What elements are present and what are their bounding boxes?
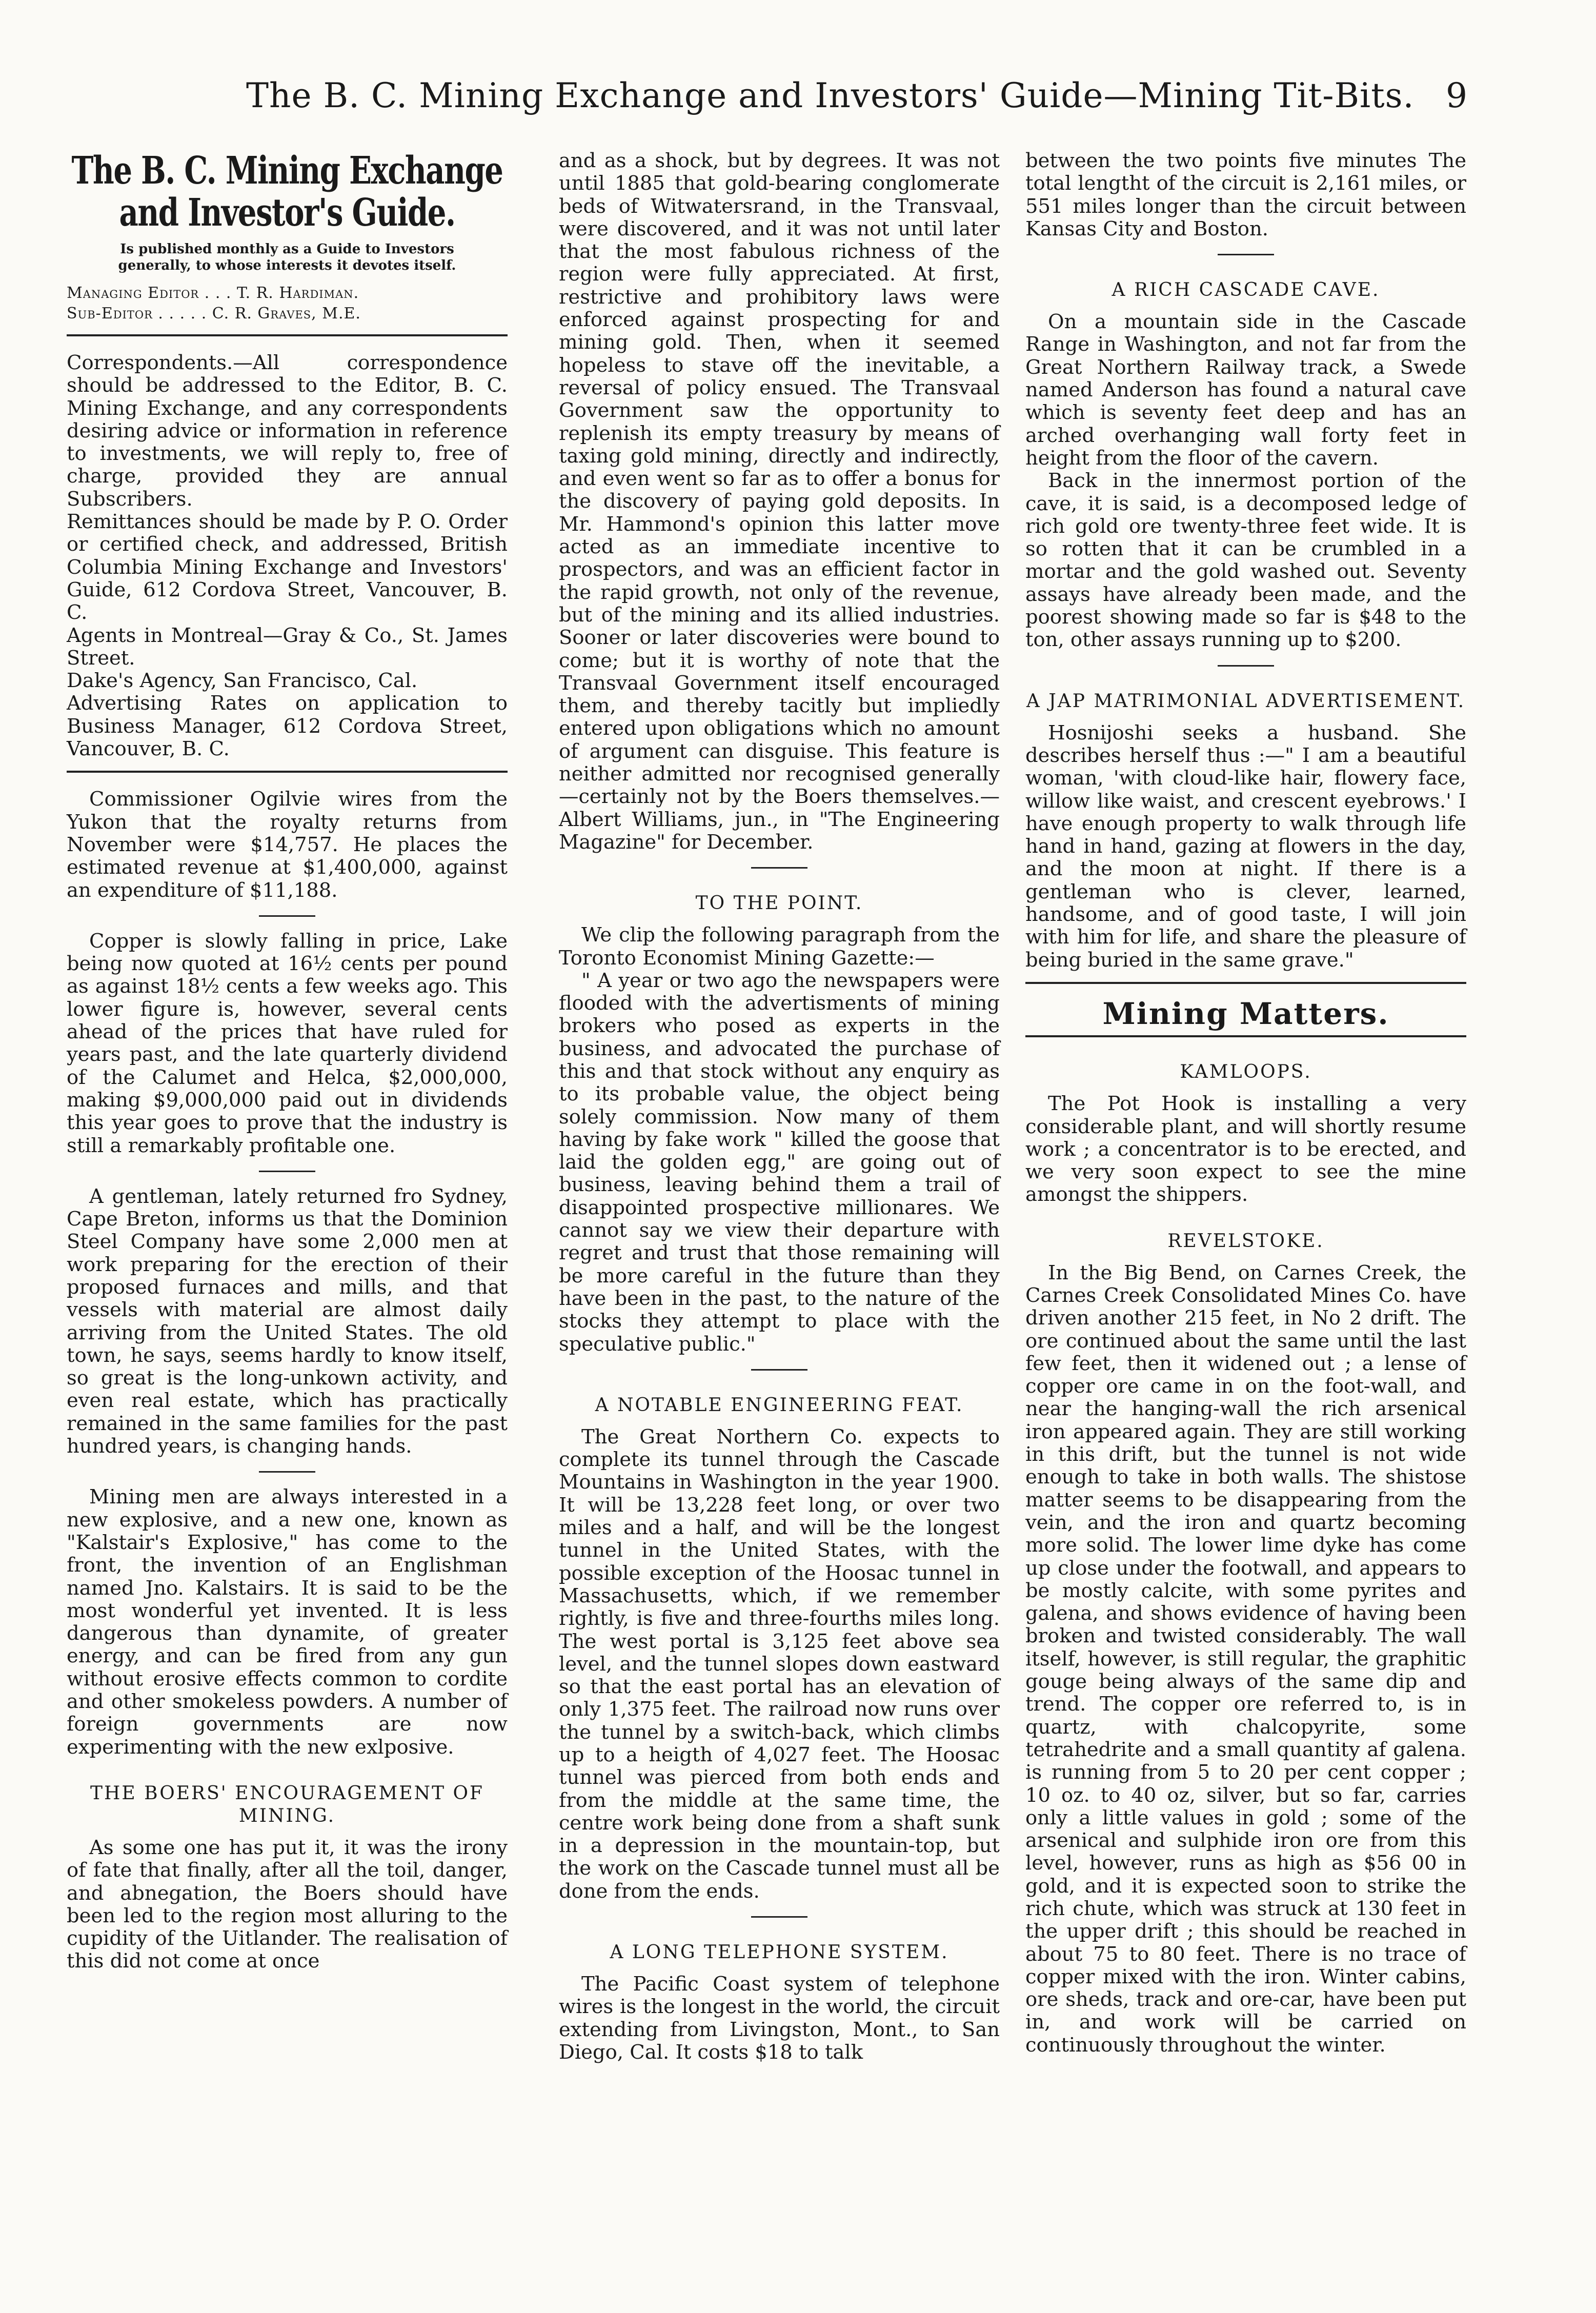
revelstoke-text: In the Big Bend, on Carnes Creek, the Carnes Creek Consolidated Mines Co. have driven another 215 feet, in No 2 drift. The ore continued about the same until the last few feet, then it widened out ; a lense of copper ore came in on the foot-wall, and near the hanging-wall the rich arsenical iron appeared again. They are still working in this drift, but the tunnel is not wide enough to take in both walls. The shistose matter seems to be disappearing from the vein, and the iron and quartz becoming more solid. The lower lime dyke has come up close under the footwall, and appears to be mostly calcite, with some pyrites and galena, and shows evidence of having been broken and twisted considerably. The wall itself, however, is still regular, the graphitic gouge being always of the same dip and trend. The copper ore referred to, is in quartz, with chalcopyrite, some tetrahedrite and a small quantity af galena. is running from 5 to 20 per cent copper ; 10 oz. to 40 oz, silver, but so far, carries only a little values in gold ; some of the arsenical and sulphide iron ore from this level, however, runs as high as $56 00 in gold, and it is expected soon to strike the rich chute, which was struck at 130 feet in the upper drift ; this should be reached in about 75 to 80 feet. There is no trace of copper mixed with the iron. Winter cabins, ore sheds, track and ore-car, have been put in, and work will be carried on continuously throughout the winter. <box>1025 1261 1466 2057</box>
engineering-feat-text: The Great Northern Co. expects to complete its tunnel through the Cascade Mountains in Washington in the year 1900. It will be 13,228 feet long, or over two miles and a half, and will be the longest tunnel in the United States, with the possible exception of the Hoosac tunnel in Massachusetts, which, if we remember rightly, is five and three-fourths miles long. The west portal is 3,125 feet above sea level, and the tunnel slopes down eastward so that the east portal has an elevation of only 1,375 feet. The railroad now runs over the tunnel by a switch-back, which climbs up to a heigth of 4,027 feet. The Hoosac tunnel was pierced from both ends and from the middle at the same time, the centre work being done from a shaft sunk in a depression in the mountain-top, but the work on the Cascade tunnel must all be done from the ends. <box>559 1425 1000 1903</box>
cascade-cave-paragraph-2: Back in the innermost portion of the cave, it is said, is a decomposed ledge of rich gold ore twenty-three feet wide. It is so rotten that it can be crumbled in a mortar and the gold washed out. Seventy assays have already been made, and the poorest showing made so far is $48 to the ton, other assays running up to $200. <box>1025 469 1466 652</box>
to-the-point-intro: We clip the following paragraph from the Toronto Economist Mining Gazette:— <box>559 923 1000 970</box>
section-rule <box>1025 1035 1466 1037</box>
to-the-point-heading: TO THE POINT. <box>695 893 863 914</box>
column-1 <box>67 150 508 1973</box>
notices-rule <box>67 771 508 773</box>
kamloops-heading: KAMLOOPS. <box>1180 1061 1312 1083</box>
masthead-title: The B. C. Mining Exchange and Investor's Guide. <box>71 149 503 235</box>
separator-rule <box>751 1916 807 1918</box>
column-3 <box>1025 150 1466 2057</box>
separator-rule <box>259 1171 315 1172</box>
boers-heading: THE BOERS' ENCOURAGEMENT OF MINING. <box>90 1782 484 1826</box>
jap-advertisement-text: Hosnijoshi seeks a husband. She describes herself thus :—" I am a beautiful woman, 'with cloud-like hair, flowery face, willow like waist, and crescent eyebrows.' I have enough property to walk through life hand in hand, gazing at flowers in the day, and the moon at night. If there is a gentleman who is clever, learned, handsome, and of good taste, I will join with him for life, and share the pleasure of being buried in the same grave." <box>1025 721 1466 972</box>
sydney-item: A gentleman, lately returned fro Sydney, Cape Breton, informs us that the Dominion Steel Company have some 2,000 men at work preparing for the erection of their proposed furnaces and mills, and that vessels with material are almost daily arriving from the United States. The old town, he says, seems hardly to know itself, so great is the long-unkown activity, and even real estate, which has practically remained in the same families for the past hundred years, is changing hands. <box>67 1184 508 1458</box>
separator-rule <box>259 915 315 917</box>
sub-editor: Sub-Editor . . . . . C. R. Graves, M.E. <box>67 305 361 323</box>
column-2 <box>559 150 1000 2064</box>
telephone-text-continued: between the two points five minutes The total lengtht of the circuit is 2,161 miles, or 551 miles longer than the circuit between Kansas City and Boston. <box>1025 149 1466 240</box>
section-rule <box>1025 982 1466 984</box>
yukon-item: Commissioner Ogilvie wires from the Yukon that the royalty returns from November were $14,757. He places the estimated revenue at $1,400,000, against an expenditure of $11,188. <box>67 788 508 902</box>
engineering-feat-heading: A NOTABLE ENGINEERING FEAT. <box>595 1394 964 1416</box>
separator-rule <box>1218 665 1274 667</box>
remittances-notice: Remittances should be made by P. O. Order or certified check, and addressed, British Columbia Mining Exchange and Investors' Guide, 612 Cordova Street, Vancouver, B. C. <box>67 510 508 625</box>
dake-agency-notice: Dake's Agency, San Francisco, Cal. <box>67 669 418 693</box>
page-number: 9 <box>1446 76 1467 115</box>
masthead-subtitle: Is published monthly as a Guide to Investors generally, to whose interests it devotes itself. <box>118 242 456 273</box>
revelstoke-heading: REVELSTOKE. <box>1167 1230 1324 1252</box>
separator-rule <box>751 1369 807 1371</box>
jap-advertisement-heading: A JAP MATRIMONIAL ADVERTISEMENT. <box>1026 690 1466 712</box>
explosive-item: Mining men are always interested in a new explosive, and a new one, known as "Kalstair's Explosive," has come to the front, the invention of an Englishman named Jno. Kalstairs. It is said to be the most wonderful yet invented. It is less dangerous than dynamite, of greater energy, and can be fired from any gun without erosive effects common to cordite and other smokeless powders. A number of foreign governments are now experimenting with the new exlposive. <box>67 1485 508 1759</box>
cascade-cave-paragraph-1: On a mountain side in the Cascade Range in Washington, and not far from the Great Northern Railway track, a Swede named Anderson has found a natural cave which is seventy feet deep and has an arched overhanging wall forty feet in height from the floor of the cavern. <box>1025 310 1466 470</box>
masthead-rule <box>67 334 508 336</box>
telephone-heading: A LONG TELEPHONE SYSTEM. <box>610 1942 949 1963</box>
separator-rule <box>1218 254 1274 255</box>
boers-article-continued: and as a shock, but by degrees. It was not until 1885 that gold-bearing conglomerate beds of Witwatersrand, in the Transvaal, were discovered, and it was not until later that the most fabulous richness of the region were fully appreciated. At first, restrictive and prohibitory laws were enforced against prospecting for and mining gold. Then, when it seemed hopeless to stave off the inevitable, a reversal of policy ensued. The Transvaal Government saw the opportunity to replenish its empty treasury by means of taxing gold mining, directly and indirectly, and even went so far as to offer a bonus for the discovery of paying gold deposits. In Mr. Hammond's opinion this latter move acted as an immediate incentive to prospectors, and was an efficient factor in the rapid growth, not only of the revenue, but of the mining and its allied industries. Sooner or later discoveries were bound to come; but it is worthy of note that the Transvaal Government itself encouraged them, and thereby tacitly but impliedly entered upon obligations which no amount of argument can disguise. This feature is neither admitted nor recognised generally—certainly not by the Boers themselves.—Albert Williams, jun., in "The Engineering Magazine" for December. <box>559 149 1000 854</box>
boers-article-start: As some one has put it, it was the irony of fate that finally, after all the toil, danger, and abnegation, the Boers should have been led to the region most alluring to the cupidity of the Uitlander. The realisation of this did not come at once <box>67 1836 508 1973</box>
running-head: The B. C. Mining Exchange and Investors' Guide—Mining Tit-Bits. <box>246 76 1415 115</box>
copper-item: Copper is slowly falling in price, Lake being now quoted at 16½ cents per pound as against 18½ cents a few weeks ago. This lower figure is, however, several cents ahead of the prices that have ruled for years past, and the late quarterly dividend of the Calumet and Helca, $2,000,000, making $9,000,000 paid out in dividends this year goes to prove that the industry is still a remarkably profitable one. <box>67 929 508 1157</box>
agents-notice: Agents in Montreal—Gray & Co., St. James Street. <box>67 623 508 670</box>
managing-editor: Managing Editor . . . T. R. Hardiman. <box>67 284 359 302</box>
telephone-text-start: The Pacific Coast system of telephone wires is the longest in the world, the circuit extending from Livingston, Mont., to San Diego, Cal. It costs $18 to talk <box>559 1973 1000 2064</box>
kamloops-text: The Pot Hook is installing a very considerable plant, and will shortly resume work ; a concentrator is to be erected, and we very soon expect to see the mine amongst the shippers. <box>1025 1092 1466 1206</box>
mining-matters-heading: Mining Matters. <box>1102 996 1389 1031</box>
correspondents-notice: Correspondents.—All correspondence should be addressed to the Editor, B. C. Mining Exchange, and any correspondents desiring advice or information in reference to investments, we will reply to, free of charge, provided they are annual Subscribers. <box>67 351 508 511</box>
separator-rule <box>751 867 807 869</box>
separator-rule <box>259 1471 315 1473</box>
advertising-notice: Advertising Rates on application to Business Manager, 612 Cordova Street, Vancouver, B. C. <box>67 692 508 761</box>
cascade-cave-heading: A RICH CASCADE CAVE. <box>1112 279 1380 301</box>
to-the-point-quote: " A year or two ago the newspapers were flooded with the advertisments of mining brokers who posed as experts in the business, and advocated the purchase of this and that stock without any enquiry as to its probable value, the object being solely commission. Now many of them having by fake work " killed the goose that laid the golden egg," are going out of business, leaving behind them a trail of disappointed prospective millionares. We cannot say we view their departure with regret and trust that those remaining will be more careful in the future than they have been in the past, to the nature of the stocks they attempt to place with the speculative public." <box>559 969 1000 1356</box>
